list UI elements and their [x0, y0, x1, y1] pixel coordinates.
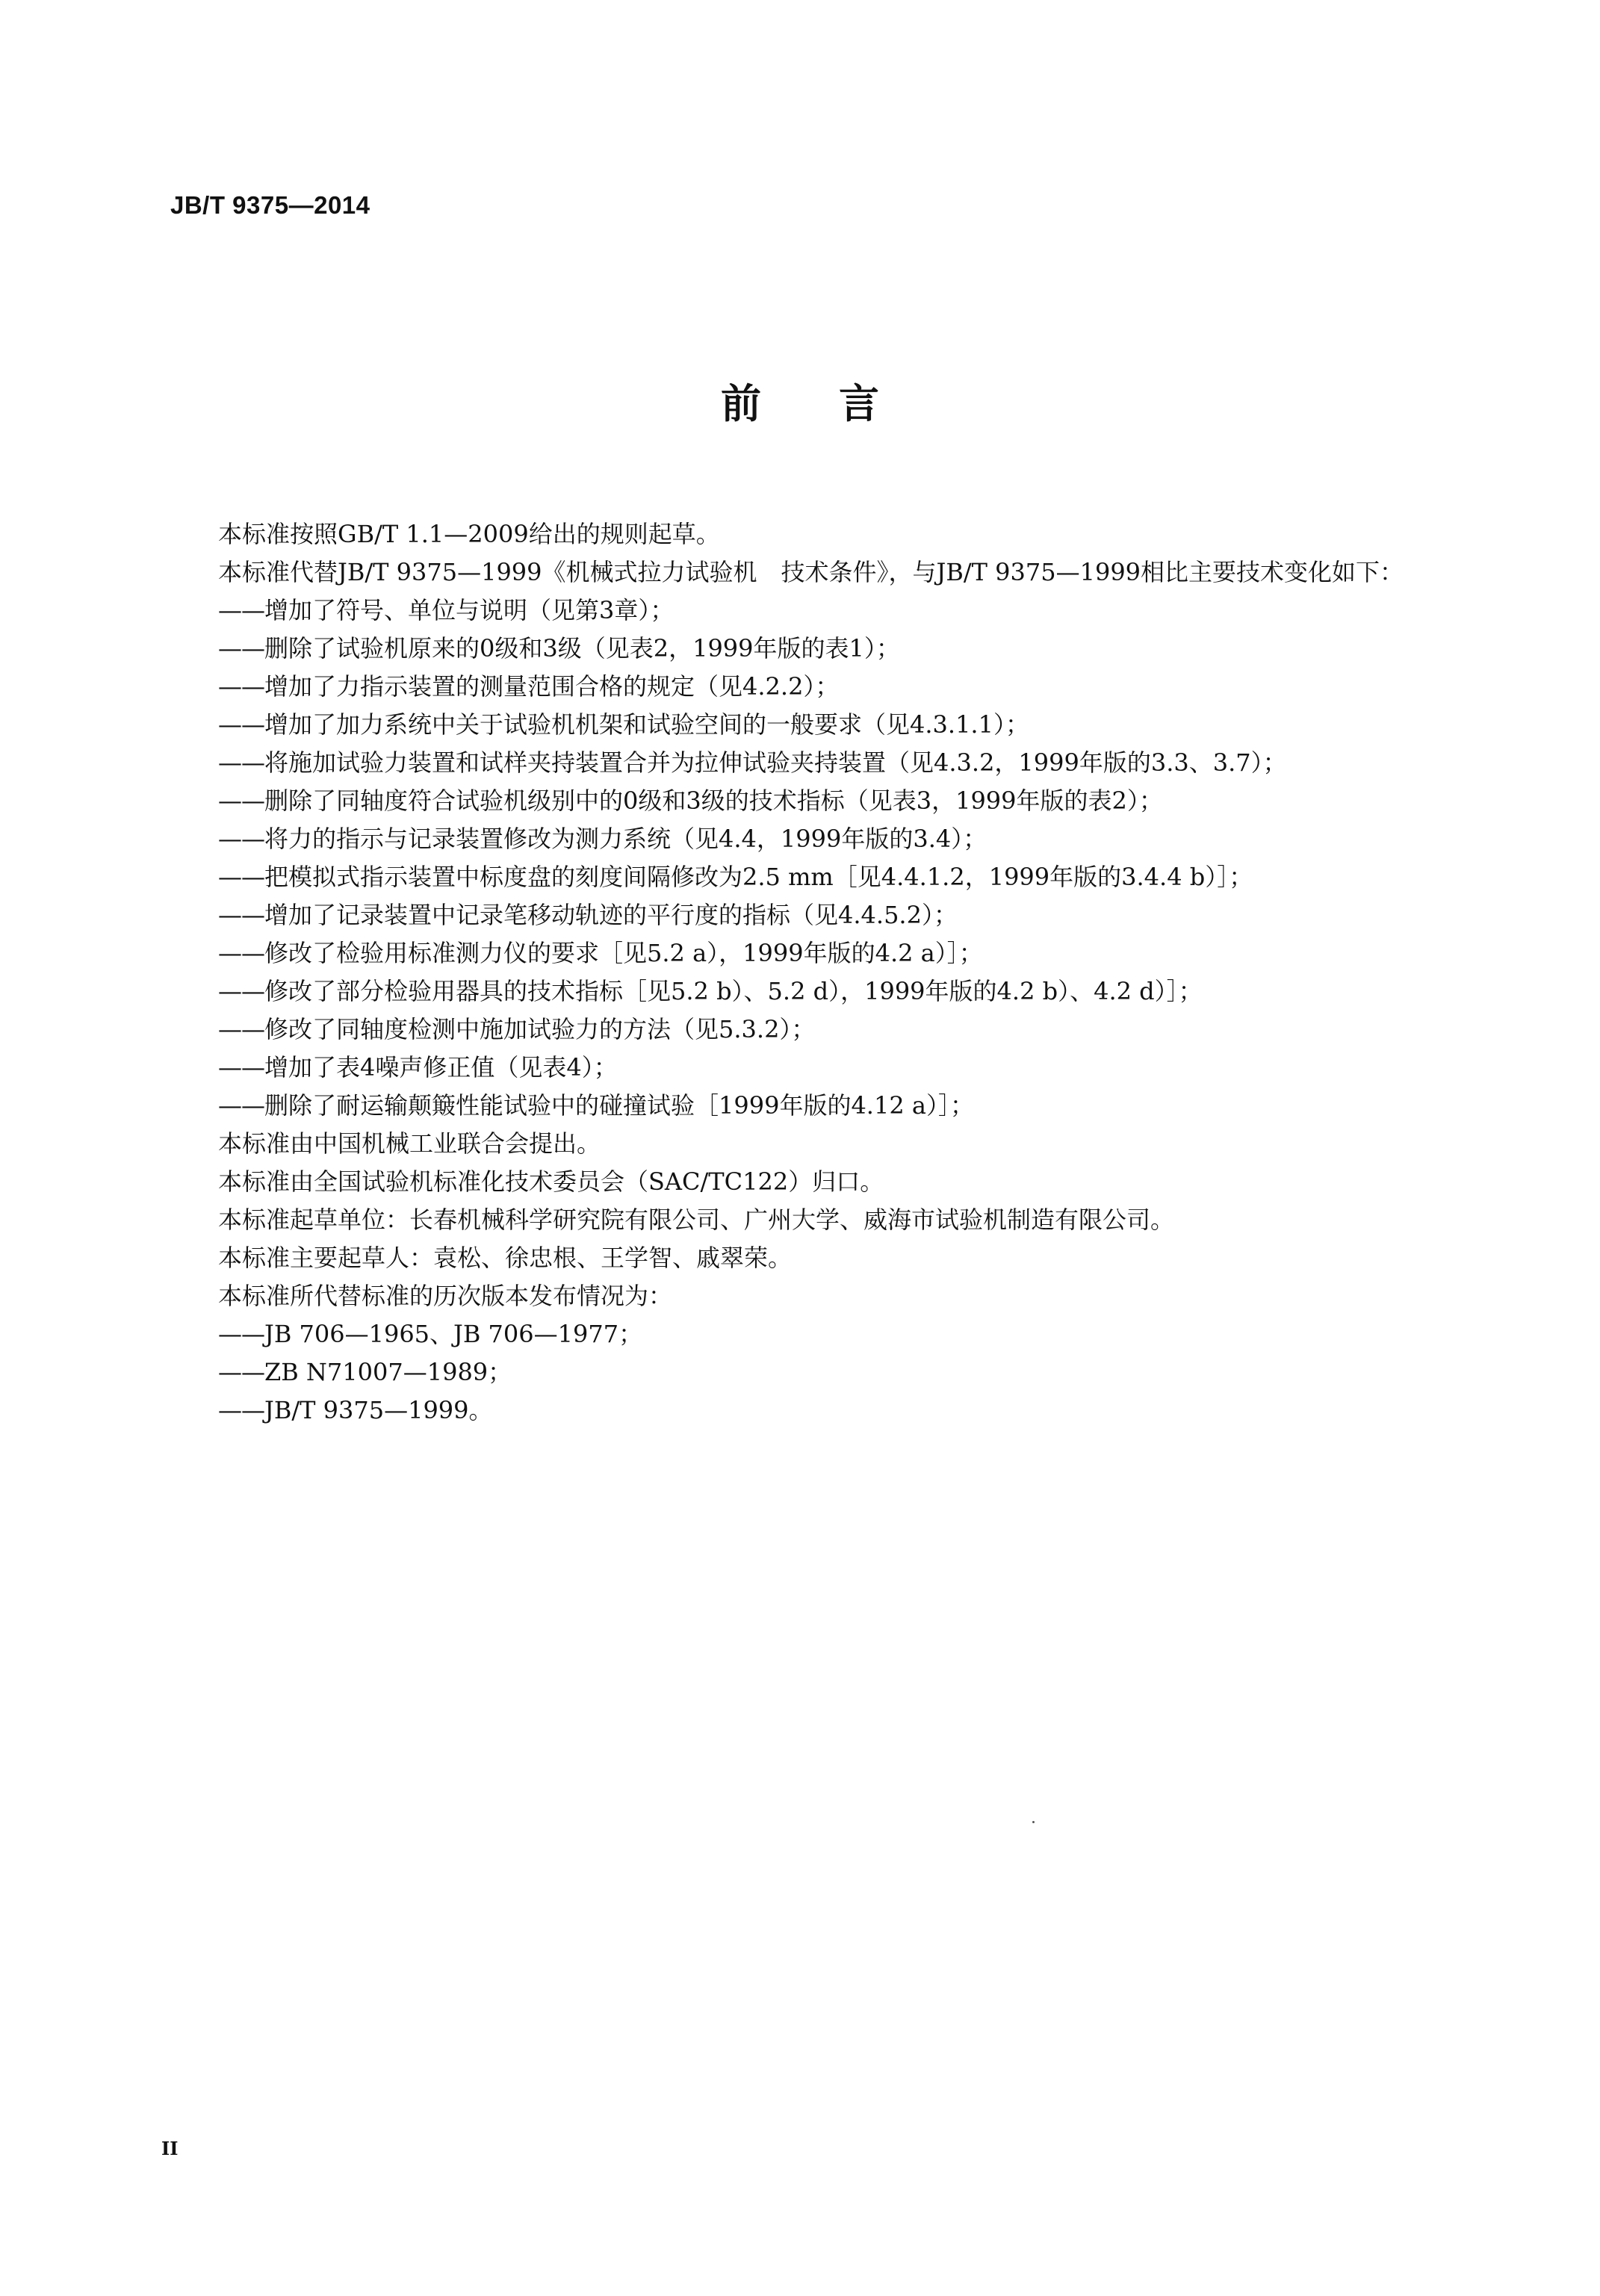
list-item: [170, 1315, 1485, 1353]
dash-marker: ——: [218, 596, 264, 624]
list-item: [170, 1011, 1485, 1049]
page-number: II: [161, 2138, 179, 2159]
list-item: [170, 592, 1485, 630]
dash-marker: ——: [218, 710, 264, 739]
list-item-text: 增加了加力系统中关于试验机机架和试验空间的一般要求（见4.3.1.1）；: [264, 710, 1029, 739]
list-item-text: 删除了同轴度符合试验机级别中的0级和3级的技术指标（见表3，1999年版的表2）；: [264, 786, 1163, 815]
list-item: [170, 934, 1485, 972]
dash-marker: ——: [218, 977, 264, 1005]
list-item: [170, 668, 1485, 706]
proposed-by-statement: 本标准由中国机械工业联合会提出。: [218, 1129, 601, 1158]
list-item-text: 删除了试验机原来的0级和3级（见表2，1999年版的表1）；: [264, 634, 900, 663]
list-item-text: 将力的指示与记录装置修改为测力系统（见4.4，1999年版的3.4）；: [264, 825, 987, 853]
dash-marker: ——: [218, 825, 264, 853]
list-item-text: JB/T 9375—1999。: [264, 1396, 493, 1424]
main-drafters-statement: 本标准主要起草人：袁松、徐忠根、王学智、戚翠荣。: [218, 1244, 793, 1272]
list-item: [170, 1049, 1485, 1087]
list-item: [170, 744, 1485, 782]
standard-number-header: JB/T 9375—2014: [170, 191, 370, 219]
list-item: [170, 896, 1485, 934]
list-item-text: 将施加试验力装置和试样夹持装置合并为拉伸试验夹持装置（见4.3.2，1999年版的3.3、3.7）；: [264, 748, 1287, 777]
list-item-text: 删除了耐运输颠簸性能试验中的碰撞试验［1999年版的4.12 a）］；: [264, 1091, 974, 1120]
list-item-text: 增加了记录装置中记录笔移动轨迹的平行度的指标（见4.4.5.2）；: [264, 901, 958, 929]
dash-marker: ——: [218, 1015, 264, 1043]
dash-marker: ——: [218, 672, 264, 701]
scan-speck: [1032, 1821, 1035, 1823]
dash-marker: ——: [218, 901, 264, 929]
list-item-text: JB 706—1965、JB 706—1977；: [264, 1320, 643, 1348]
dash-marker: ——: [218, 863, 264, 891]
foreword-body: [170, 515, 1485, 1430]
list-item: [170, 972, 1485, 1011]
list-item: [170, 1391, 1485, 1430]
dash-marker: ——: [218, 1320, 264, 1348]
list-item: [170, 858, 1485, 896]
list-item: [170, 820, 1485, 858]
centralized-by-statement: 本标准由全国试验机标准化技术委员会（SAC/TC122）归口。: [218, 1167, 884, 1196]
dash-marker: ——: [218, 939, 264, 967]
list-item-text: 修改了同轴度检测中施加试验力的方法（见5.3.2）；: [264, 1015, 816, 1043]
page-title: 前言: [721, 380, 957, 427]
dash-marker: ——: [218, 748, 264, 777]
drafting-units-statement: 本标准起草单位：长春机械科学研究院有限公司、广州大学、威海市试验机制造有限公司。: [218, 1206, 1175, 1234]
list-item: [170, 1087, 1485, 1125]
list-item: [170, 1353, 1485, 1391]
drafting-rule-paragraph: 本标准按照GB/T 1.1—2009给出的规则起草。: [218, 520, 720, 548]
list-item: [170, 706, 1485, 744]
replacement-paragraph: 本标准代替JB/T 9375—1999《机械式拉力试验机 技术条件》，与JB/T 9375—1999相比主要技术变化如下：: [218, 558, 1404, 586]
list-item-text: 把模拟式指示装置中标度盘的刻度间隔修改为2.5 mm［见4.4.1.2，1999年版的3.4.4 b）］；: [264, 863, 1253, 891]
dash-marker: ——: [218, 786, 264, 815]
dash-marker: ——: [218, 1396, 264, 1424]
list-item: [170, 630, 1485, 668]
history-intro-statement: 本标准所代替标准的历次版本发布情况为：: [218, 1282, 673, 1310]
technical-changes-list: [170, 592, 1485, 1125]
version-history-list: [170, 1315, 1485, 1430]
list-item-text: 修改了检验用标准测力仪的要求［见5.2 a），1999年版的4.2 a）］；: [264, 939, 983, 967]
list-item: [170, 782, 1485, 820]
dash-marker: ——: [218, 634, 264, 663]
list-item-text: 修改了部分检验用器具的技术指标［见5.2 b）、5.2 d），1999年版的4.2 b）、4.2 d）］；: [264, 977, 1203, 1005]
list-item-text: 增加了符号、单位与说明（见第3章）；: [264, 596, 675, 624]
list-item-text: 增加了力指示装置的测量范围合格的规定（见4.2.2）；: [264, 672, 840, 701]
dash-marker: ——: [218, 1358, 264, 1386]
list-item-text: 增加了表4噪声修正值（见表4）；: [264, 1053, 618, 1082]
dash-marker: ——: [218, 1053, 264, 1082]
dash-marker: ——: [218, 1091, 264, 1120]
list-item-text: ZB N71007—1989；: [264, 1358, 512, 1386]
